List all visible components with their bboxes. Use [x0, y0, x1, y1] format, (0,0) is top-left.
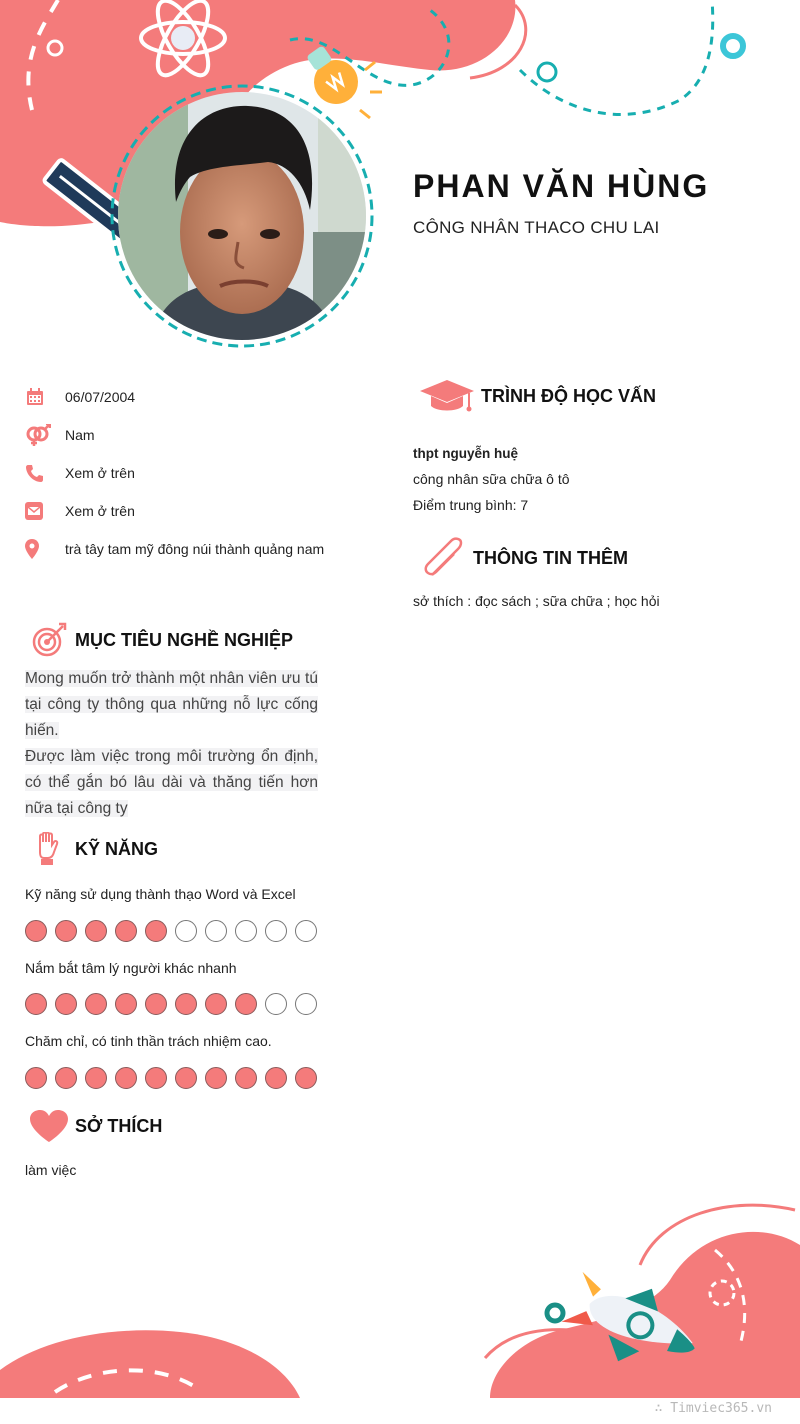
email-icon [25, 498, 65, 524]
skill-dot-filled [235, 1067, 257, 1089]
skill-dot-empty [265, 993, 287, 1015]
skill-rating [25, 993, 317, 1015]
skill-dot-filled [55, 1067, 77, 1089]
skill-dot-filled [175, 993, 197, 1015]
skill-dot-filled [55, 993, 77, 1015]
birthdate-text: 06/07/2004 [65, 389, 136, 405]
skill-dot-filled [85, 993, 107, 1015]
email-text: Xem ở trên [65, 503, 135, 519]
phone-icon [25, 460, 65, 486]
objective-heading [22, 622, 293, 658]
hobbies-text: làm việc [25, 1162, 77, 1178]
skill-dot-filled [295, 1067, 317, 1089]
skill-dot-filled [25, 920, 47, 942]
info-phone [25, 460, 325, 486]
avatar [108, 82, 376, 350]
skill-dot-filled [145, 993, 167, 1015]
skill-dot-filled [115, 1067, 137, 1089]
skill-dot-empty [205, 920, 227, 942]
target-icon [22, 622, 75, 658]
phone-text: Xem ở trên [65, 465, 135, 481]
education-title: TRÌNH ĐỘ HỌC VẤN [481, 385, 656, 406]
skill-dot-empty [295, 993, 317, 1015]
skill-dot-filled [25, 993, 47, 1015]
skill-name: Kỹ năng sử dụng thành thạo Word và Excel [25, 886, 296, 902]
extra-info-heading [413, 537, 628, 579]
graduation-cap-icon [413, 378, 481, 414]
info-email [25, 498, 325, 524]
skill-dot-filled [85, 920, 107, 942]
watermark: ∴ Timviec365.vn [654, 1401, 772, 1416]
paperclip-icon [413, 537, 473, 579]
skills-title: KỸ NĂNG [75, 838, 159, 859]
skill-dot-filled [145, 1067, 167, 1089]
skill-rating [25, 1067, 317, 1089]
skill-dot-filled [265, 1067, 287, 1089]
location-icon [25, 536, 65, 562]
skill-name: Chăm chỉ, có tinh thần trách nhiệm cao. [25, 1033, 272, 1049]
calendar-icon [25, 384, 65, 410]
skill-dot-empty [175, 920, 197, 942]
skill-dot-filled [115, 993, 137, 1015]
job-title: CÔNG NHÂN THACO CHU LAI [413, 218, 660, 237]
candidate-name: PHAN VĂN HÙNG [413, 168, 710, 204]
skill-dot-empty [235, 920, 257, 942]
gender-icon [25, 422, 65, 448]
skill-dot-filled [145, 920, 167, 942]
objective-line-1: Mong muốn trở thành một nhân viên ưu tú tại công ty thông qua những nỗ lực cống hiến. [25, 670, 318, 739]
education-heading [413, 378, 656, 414]
heart-icon [22, 1110, 75, 1142]
hobbies-title: SỞ THÍCH [75, 1115, 163, 1136]
skill-name: Nắm bắt tâm lý người khác nhanh [25, 960, 237, 976]
raised-fist-icon [22, 832, 75, 866]
info-gender [25, 422, 325, 448]
objective-line-2: Được làm việc trong môi trường ổn định, có thể gắn bó lâu dài và thăng tiến hơn nữa tại công ty [25, 748, 318, 817]
skill-dot-filled [55, 920, 77, 942]
extra-info-title: THÔNG TIN THÊM [473, 547, 628, 568]
skill-dot-empty [265, 920, 287, 942]
gender-text: Nam [65, 427, 95, 443]
objective-title: MỤC TIÊU NGHỀ NGHIỆP [75, 629, 294, 650]
education-major: công nhân sữa chữa ô tô [413, 471, 570, 487]
address-text: trà tây tam mỹ đông núi thành quảng nam [65, 541, 325, 557]
skill-rating [25, 920, 317, 942]
info-address [25, 536, 325, 562]
skill-dot-filled [25, 1067, 47, 1089]
skill-dot-filled [115, 920, 137, 942]
skills-heading [22, 832, 158, 866]
hobbies-heading [22, 1110, 162, 1142]
objective-text [25, 666, 318, 822]
skill-dot-filled [235, 993, 257, 1015]
skill-dot-filled [205, 1067, 227, 1089]
skill-dot-filled [175, 1067, 197, 1089]
skill-dot-empty [295, 920, 317, 942]
skill-dot-filled [85, 1067, 107, 1089]
education-school: thpt nguyễn huệ [413, 446, 518, 461]
info-birthdate [25, 384, 325, 410]
education-gpa: Điểm trung bình: 7 [413, 497, 529, 513]
skill-dot-filled [205, 993, 227, 1015]
extra-info-text: sở thích : đọc sách ; sữa chữa ; học hỏi [413, 593, 660, 609]
